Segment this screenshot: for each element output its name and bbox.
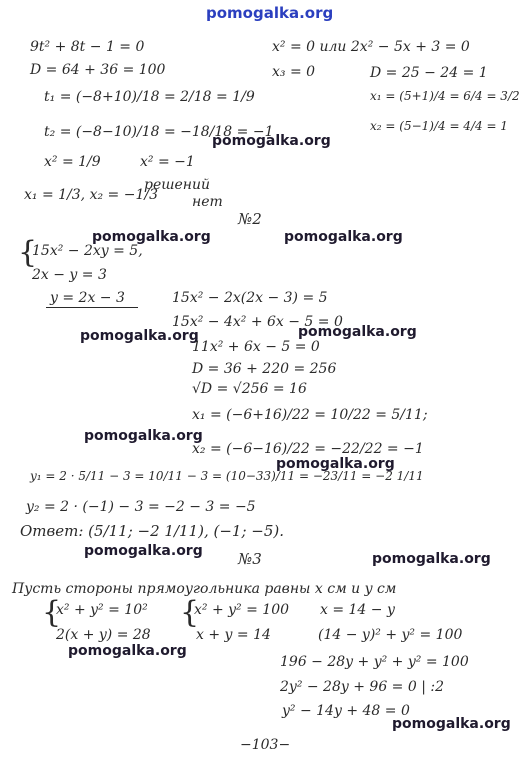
equation-line: 2x − y = 3 [32,267,107,283]
problem-number: №2 [238,210,262,228]
answer-line: Ответ: (5/11; −2 1/11), (−1; −5). [20,522,285,540]
equation-line: x = 14 − y [320,602,395,618]
watermark: pomogalka.org [84,428,203,444]
equation-line: (14 − y)² + y² = 100 [318,627,463,643]
equation-line: D = 25 − 24 = 1 [370,65,488,81]
equation-line: x² = −1 [140,154,195,170]
equation-line: 15x² − 4x² + 6x − 5 = 0 [172,314,343,330]
equation-line: решений [144,177,211,193]
problem-number: №3 [238,550,262,568]
watermark: pomogalka.org [212,133,331,149]
equation-line: 11x² + 6x − 5 = 0 [192,339,320,355]
equation-line: 2(x + y) = 28 [56,627,151,643]
equation-line: x₂ = (−6−16)/22 = −22/22 = −1 [192,441,424,457]
equation-line: t₁ = (−8+10)/18 = 2/18 = 1/9 [44,89,255,105]
equation-line: 15x² − 2x(2x − 3) = 5 [172,290,328,306]
equation-line: y₂ = 2 · (−1) − 3 = −2 − 3 = −5 [26,499,256,515]
watermark-top: pomogalka.org [206,4,334,22]
equation-line: x₁ = 1/3, x₂ = −1/3 [24,187,158,203]
equation-line: 2y² − 28y + 96 = 0 | :2 [280,679,445,695]
equation-line: x² + y² = 100 [194,602,290,618]
underline [46,307,138,308]
equation-line: y₁ = 2 · 5/11 − 3 = 10/11 − 3 = (10−33)/11 = −23/11 = −2 1/11 [30,469,424,483]
watermark: pomogalka.org [298,324,417,340]
equation-line: x² + y² = 10² [56,602,148,618]
watermark: pomogalka.org [84,543,203,559]
watermark: pomogalka.org [92,229,211,245]
system-brace: { [18,235,38,270]
watermark: pomogalka.org [80,328,199,344]
equation-line: 9t² + 8t − 1 = 0 [30,39,145,55]
equation-line: нет [192,194,223,210]
equation-line: x + y = 14 [196,627,271,643]
equation-line: x₂ = (5−1)/4 = 4/4 = 1 [370,119,508,133]
equation-line: t₂ = (−8−10)/18 = −18/18 = −1 [44,124,274,140]
equation-line: x₃ = 0 [272,64,316,80]
equation-line: √D = √256 = 16 [192,381,307,397]
watermark: pomogalka.org [284,229,403,245]
equation-line: D = 64 + 36 = 100 [30,62,166,78]
watermark: pomogalka.org [276,456,395,472]
equation-line: x² = 1/9 [44,154,101,170]
watermark: pomogalka.org [392,716,511,732]
page-number: −103− [240,737,291,753]
watermark: pomogalka.org [68,643,187,659]
equation-line: y = 2x − 3 [50,290,125,306]
equation-line: x₁ = (−6+16)/22 = 10/22 = 5/11; [192,407,428,423]
equation-line: y² − 14y + 48 = 0 [282,703,410,719]
equation-line: x₁ = (5+1)/4 = 6/4 = 3/2 [370,89,520,103]
equation-line: 196 − 28y + y² + y² = 100 [280,654,469,670]
watermark: pomogalka.org [372,551,491,567]
equation-line: x² = 0 или 2x² − 5x + 3 = 0 [272,39,470,55]
system-brace: { [42,595,62,630]
equation-line: 15x² − 2xy = 5, [32,243,143,259]
system-brace: { [180,595,200,630]
text-line: Пусть стороны прямоугольника равны x см и y см [12,581,397,597]
equation-line: D = 36 + 220 = 256 [192,361,337,377]
